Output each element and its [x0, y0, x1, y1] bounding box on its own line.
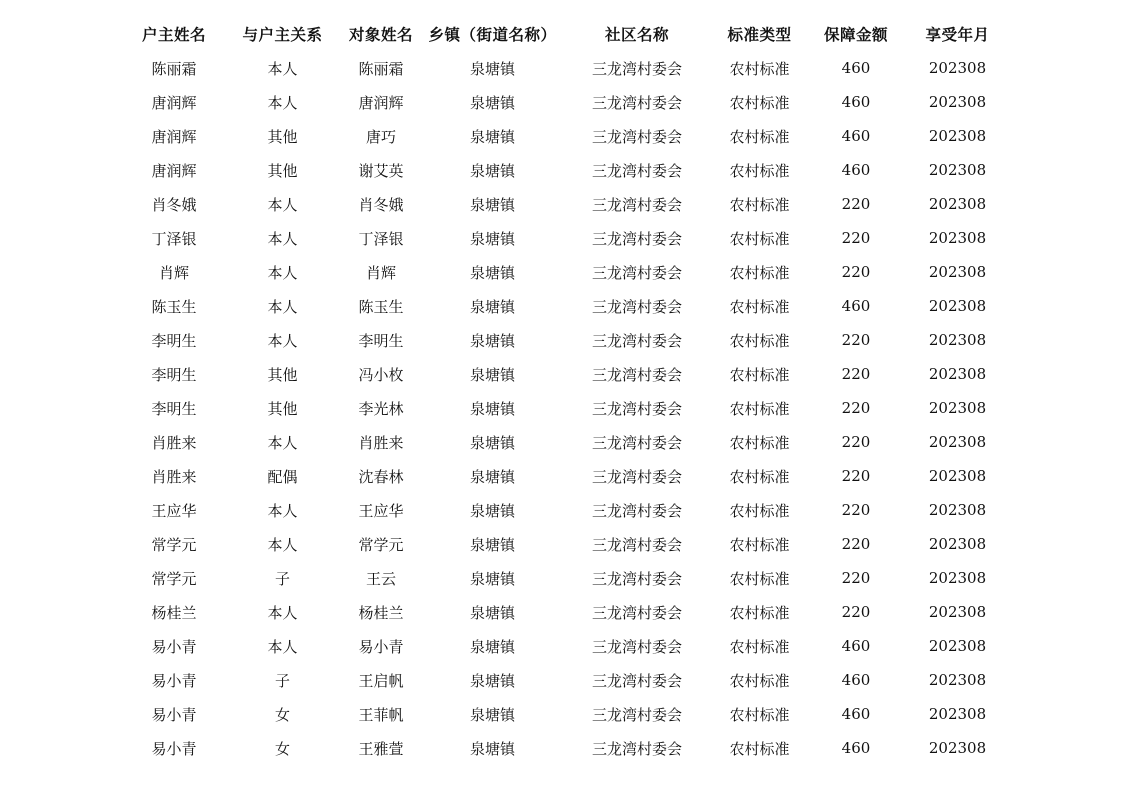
community-cell: 三龙湾村委会	[591, 705, 682, 724]
township-cell: 泉塘镇	[469, 569, 515, 588]
standard-type-cell: 农村标准	[729, 535, 790, 554]
community-cell: 三龙湾村委会	[591, 399, 682, 418]
month-cell: 202308	[928, 433, 987, 451]
householder-name-cell: 唐润辉	[151, 127, 197, 146]
township-cell: 泉塘镇	[469, 331, 515, 350]
standard-type-cell: 农村标准	[729, 671, 790, 690]
relationship-cell: 本人	[267, 195, 298, 214]
township-cell: 泉塘镇	[469, 637, 515, 656]
amount-cell: 460	[841, 59, 871, 77]
amount-cell: 220	[841, 195, 871, 213]
relationship-cell: 子	[274, 569, 290, 588]
relationship-cell: 本人	[267, 59, 298, 78]
community-cell: 三龙湾村委会	[591, 229, 682, 248]
month-cell: 202308	[928, 161, 987, 179]
month-cell: 202308	[928, 739, 987, 757]
recipient-name-cell: 陈丽霜	[358, 59, 404, 78]
amount-cell: 220	[841, 331, 871, 349]
standard-type-cell: 农村标准	[729, 93, 790, 112]
relationship-cell: 其他	[267, 399, 298, 418]
month-cell: 202308	[928, 59, 987, 77]
township-cell: 泉塘镇	[469, 399, 515, 418]
standard-type-cell: 农村标准	[729, 229, 790, 248]
table-row	[118, 187, 1006, 221]
recipient-name-cell: 王应华	[358, 501, 404, 520]
township-cell: 泉塘镇	[469, 467, 515, 486]
standard-type-cell: 农村标准	[729, 195, 790, 214]
township-cell: 泉塘镇	[469, 297, 515, 316]
table-row	[118, 255, 1006, 289]
relationship-cell: 本人	[267, 297, 298, 316]
recipient-name-cell: 王雅萱	[358, 739, 404, 758]
community-cell: 三龙湾村委会	[591, 535, 682, 554]
table-row	[118, 323, 1006, 357]
relationship-cell: 其他	[267, 127, 298, 146]
month-cell: 202308	[928, 263, 987, 281]
relationship-cell: 本人	[267, 331, 298, 350]
header-amount: 保障金额	[823, 26, 888, 44]
township-cell: 泉塘镇	[469, 671, 515, 690]
householder-name-cell: 陈玉生	[151, 297, 197, 316]
amount-cell: 460	[841, 297, 871, 315]
header-township: 乡镇（街道名称）	[428, 26, 557, 44]
community-cell: 三龙湾村委会	[591, 467, 682, 486]
community-cell: 三龙湾村委会	[591, 161, 682, 180]
community-cell: 三龙湾村委会	[591, 637, 682, 656]
amount-cell: 460	[841, 161, 871, 179]
table-row	[118, 289, 1006, 323]
recipient-name-cell: 谢艾英	[358, 161, 404, 180]
recipient-name-cell: 冯小枚	[358, 365, 404, 384]
recipient-name-cell: 王启帆	[358, 671, 404, 690]
householder-name-cell: 王应华	[151, 501, 197, 520]
amount-cell: 220	[841, 569, 871, 587]
table-row	[118, 527, 1006, 561]
householder-name-cell: 杨桂兰	[151, 603, 197, 622]
amount-cell: 460	[841, 127, 871, 145]
table-body	[118, 51, 1006, 765]
table-row	[118, 51, 1006, 85]
householder-name-cell: 丁泽银	[151, 229, 197, 248]
amount-cell: 220	[841, 535, 871, 553]
amount-cell: 460	[841, 93, 871, 111]
month-cell: 202308	[928, 637, 987, 655]
householder-name-cell: 常学元	[151, 535, 197, 554]
relationship-cell: 女	[274, 705, 290, 724]
month-cell: 202308	[928, 467, 987, 485]
table-row	[118, 425, 1006, 459]
standard-type-cell: 农村标准	[729, 59, 790, 78]
township-cell: 泉塘镇	[469, 501, 515, 520]
table-row	[118, 459, 1006, 493]
standard-type-cell: 农村标准	[729, 433, 790, 452]
township-cell: 泉塘镇	[469, 93, 515, 112]
month-cell: 202308	[928, 127, 987, 145]
amount-cell: 220	[841, 263, 871, 281]
relationship-cell: 本人	[267, 637, 298, 656]
householder-name-cell: 易小青	[151, 637, 197, 656]
township-cell: 泉塘镇	[469, 603, 515, 622]
community-cell: 三龙湾村委会	[591, 603, 682, 622]
relationship-cell: 配偶	[267, 467, 298, 486]
table-row	[118, 221, 1006, 255]
amount-cell: 220	[841, 467, 871, 485]
township-cell: 泉塘镇	[469, 535, 515, 554]
month-cell: 202308	[928, 501, 987, 519]
householder-name-cell: 肖冬娥	[151, 195, 197, 214]
relationship-cell: 其他	[267, 365, 298, 384]
township-cell: 泉塘镇	[469, 195, 515, 214]
recipient-name-cell: 易小青	[358, 637, 404, 656]
township-cell: 泉塘镇	[469, 263, 515, 282]
table-row	[118, 731, 1006, 765]
township-cell: 泉塘镇	[469, 739, 515, 758]
standard-type-cell: 农村标准	[729, 705, 790, 724]
community-cell: 三龙湾村委会	[591, 59, 682, 78]
table-row	[118, 629, 1006, 663]
householder-name-cell: 唐润辉	[151, 93, 197, 112]
month-cell: 202308	[928, 535, 987, 553]
community-cell: 三龙湾村委会	[591, 739, 682, 758]
township-cell: 泉塘镇	[469, 59, 515, 78]
householder-name-cell: 易小青	[151, 739, 197, 758]
amount-cell: 220	[841, 501, 871, 519]
standard-type-cell: 农村标准	[729, 637, 790, 656]
householder-name-cell: 易小青	[151, 671, 197, 690]
month-cell: 202308	[928, 705, 987, 723]
amount-cell: 220	[841, 603, 871, 621]
table-row	[118, 357, 1006, 391]
householder-name-cell: 肖辉	[158, 263, 189, 282]
standard-type-cell: 农村标准	[729, 739, 790, 758]
householder-name-cell: 肖胜来	[151, 467, 197, 486]
standard-type-cell: 农村标准	[729, 365, 790, 384]
amount-cell: 220	[841, 433, 871, 451]
recipient-name-cell: 杨桂兰	[358, 603, 404, 622]
community-cell: 三龙湾村委会	[591, 127, 682, 146]
community-cell: 三龙湾村委会	[591, 331, 682, 350]
recipient-name-cell: 唐润辉	[358, 93, 404, 112]
standard-type-cell: 农村标准	[729, 467, 790, 486]
relationship-cell: 女	[274, 739, 290, 758]
amount-cell: 220	[841, 365, 871, 383]
community-cell: 三龙湾村委会	[591, 365, 682, 384]
standard-type-cell: 农村标准	[729, 501, 790, 520]
amount-cell: 460	[841, 671, 871, 689]
householder-name-cell: 唐润辉	[151, 161, 197, 180]
community-cell: 三龙湾村委会	[591, 263, 682, 282]
table-header	[118, 17, 1006, 51]
community-cell: 三龙湾村委会	[591, 671, 682, 690]
community-cell: 三龙湾村委会	[591, 195, 682, 214]
recipient-name-cell: 肖辉	[365, 263, 396, 282]
recipient-name-cell: 沈春林	[358, 467, 404, 486]
header-month: 享受年月	[925, 26, 990, 44]
township-cell: 泉塘镇	[469, 161, 515, 180]
recipient-name-cell: 李明生	[358, 331, 404, 350]
amount-cell: 460	[841, 705, 871, 723]
table-row	[118, 561, 1006, 595]
month-cell: 202308	[928, 297, 987, 315]
standard-type-cell: 农村标准	[729, 603, 790, 622]
householder-name-cell: 常学元	[151, 569, 197, 588]
recipient-name-cell: 李光林	[358, 399, 404, 418]
standard-type-cell: 农村标准	[729, 297, 790, 316]
month-cell: 202308	[928, 671, 987, 689]
community-cell: 三龙湾村委会	[591, 93, 682, 112]
relationship-cell: 本人	[267, 535, 298, 554]
recipient-name-cell: 王菲帆	[358, 705, 404, 724]
month-cell: 202308	[928, 603, 987, 621]
table-row	[118, 119, 1006, 153]
relationship-cell: 本人	[267, 501, 298, 520]
table-row	[118, 595, 1006, 629]
recipient-name-cell: 王云	[365, 569, 396, 588]
standard-type-cell: 农村标准	[729, 161, 790, 180]
township-cell: 泉塘镇	[469, 365, 515, 384]
relationship-cell: 本人	[267, 263, 298, 282]
amount-cell: 220	[841, 399, 871, 417]
householder-name-cell: 肖胜来	[151, 433, 197, 452]
township-cell: 泉塘镇	[469, 127, 515, 146]
recipient-name-cell: 常学元	[358, 535, 404, 554]
community-cell: 三龙湾村委会	[591, 569, 682, 588]
recipient-name-cell: 肖胜来	[358, 433, 404, 452]
relationship-cell: 本人	[267, 603, 298, 622]
relationship-cell: 本人	[267, 93, 298, 112]
householder-name-cell: 李明生	[151, 365, 197, 384]
recipient-name-cell: 陈玉生	[358, 297, 404, 316]
community-cell: 三龙湾村委会	[591, 297, 682, 316]
householder-name-cell: 李明生	[151, 331, 197, 350]
month-cell: 202308	[928, 569, 987, 587]
month-cell: 202308	[928, 229, 987, 247]
header-recipient-name: 对象姓名	[348, 26, 413, 44]
householder-name-cell: 易小青	[151, 705, 197, 724]
standard-type-cell: 农村标准	[729, 127, 790, 146]
relationship-cell: 其他	[267, 161, 298, 180]
relationship-cell: 本人	[267, 433, 298, 452]
table-row	[118, 697, 1006, 731]
householder-name-cell: 陈丽霜	[151, 59, 197, 78]
householder-name-cell: 李明生	[151, 399, 197, 418]
header-row	[118, 17, 1006, 51]
table-row	[118, 493, 1006, 527]
recipient-name-cell: 唐巧	[365, 127, 396, 146]
community-cell: 三龙湾村委会	[591, 433, 682, 452]
header-householder-name: 户主姓名	[141, 26, 206, 44]
month-cell: 202308	[928, 93, 987, 111]
month-cell: 202308	[928, 195, 987, 213]
header-standard-type: 标准类型	[727, 26, 792, 44]
relationship-cell: 子	[274, 671, 290, 690]
community-cell: 三龙湾村委会	[591, 501, 682, 520]
recipient-name-cell: 丁泽银	[358, 229, 404, 248]
amount-cell: 460	[841, 739, 871, 757]
header-community: 社区名称	[604, 26, 669, 44]
standard-type-cell: 农村标准	[729, 331, 790, 350]
relationship-cell: 本人	[267, 229, 298, 248]
standard-type-cell: 农村标准	[729, 263, 790, 282]
standard-type-cell: 农村标准	[729, 569, 790, 588]
month-cell: 202308	[928, 331, 987, 349]
table-row	[118, 663, 1006, 697]
amount-cell: 460	[841, 637, 871, 655]
month-cell: 202308	[928, 399, 987, 417]
table-row	[118, 391, 1006, 425]
month-cell: 202308	[928, 365, 987, 383]
subsidy-table	[118, 17, 1006, 765]
table-row	[118, 153, 1006, 187]
township-cell: 泉塘镇	[469, 433, 515, 452]
recipient-name-cell: 肖冬娥	[358, 195, 404, 214]
township-cell: 泉塘镇	[469, 229, 515, 248]
amount-cell: 220	[841, 229, 871, 247]
township-cell: 泉塘镇	[469, 705, 515, 724]
table-row	[118, 85, 1006, 119]
standard-type-cell: 农村标准	[729, 399, 790, 418]
header-relationship: 与户主关系	[242, 26, 323, 44]
